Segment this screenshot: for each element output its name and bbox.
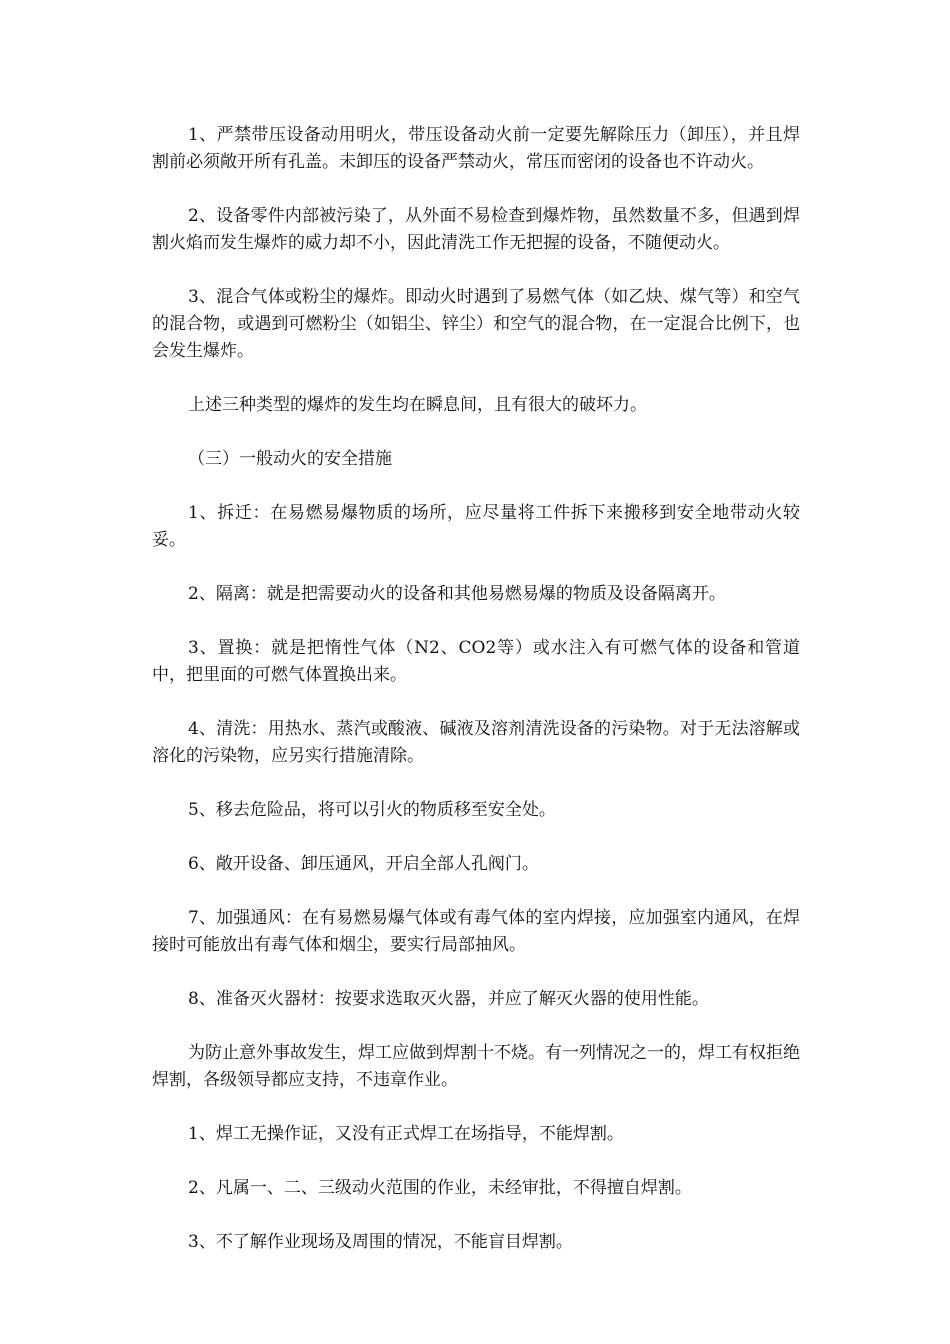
- paragraph-measure-fire-equipment: 8、准备灭火器材：按要求选取灭火器，并应了解灭火器的使用性能。: [188, 989, 709, 1009]
- paragraph-measure-isolation: 2、隔离：就是把需要动火的设备和其他易燃易爆的物质及设备隔离开。: [188, 584, 726, 604]
- paragraph-contaminated-parts-rule: 2、设备零件内部被污染了，从外面不易检查到爆炸物，虽然数量不多，但遇到焊割火焰而发生爆炸的威力却不小，因此清洗工作无把握的设备，不随便动火。: [152, 206, 800, 253]
- paragraph-rule-site-knowledge: 3、不了解作业现场及周围的情况，不能盲目焊割。: [188, 1232, 573, 1252]
- section-heading-general-safety-measures: （三）一般动火的安全措施: [188, 449, 392, 469]
- paragraph-measure-ventilation: 7、加强通风：在有易燃易爆气体或有毒气体的室内焊接，应加强室内通风，在焊接时可能放出有毒气体和烟尘，要实行局部抽风。: [152, 908, 800, 955]
- paragraph-measure-replacement: 3、置换：就是把惰性气体（N2、CO2等）或水注入有可燃气体的设备和管道中，把里面的可燃气体置换出来。: [152, 638, 800, 685]
- paragraph-ten-no-cutting-intro: 为防止意外事故发生，焊工应做到焊割十不烧。有一列情况之一的，焊工有权拒绝焊割，各级领导都应支持，不违章作业。: [152, 1043, 800, 1090]
- paragraph-measure-relocation: 1、拆迁：在易燃易爆物质的场所，应尽量将工件拆下来搬移到安全地带动火较妥。: [152, 503, 800, 550]
- paragraph-rule-certificate: 1、焊工无操作证，又没有正式焊工在场指导，不能焊割。: [188, 1124, 624, 1144]
- paragraph-mixed-gas-dust-rule: 3、混合气体或粉尘的爆炸。即动火时遇到了易燃气体（如乙炔、煤气等）和空气的混合物，或遇到可燃粉尘（如铝尘、锌尘）和空气的混合物，在一定混合比例下，也会发生爆炸。: [152, 287, 800, 361]
- paragraph-rule-approval: 2、凡属一、二、三级动火范围的作业，未经审批，不得擅自焊割。: [188, 1178, 692, 1198]
- paragraph-depressurize-rule: 1、严禁带压设备动用明火，带压设备动火前一定要先解除压力（卸压），并且焊割前必须敞开所有孔盖。未卸压的设备严禁动火，常压而密闭的设备也不许动火。: [152, 125, 800, 172]
- paragraph-explosion-summary: 上述三种类型的爆炸的发生均在瞬息间，且有很大的破坏力。: [188, 395, 647, 415]
- paragraph-measure-cleaning: 4、清洗：用热水、蒸汽或酸液、碱液及溶剂清洗设备的污染物。对于无法溶解或溶化的污染物，应另实行措施清除。: [152, 719, 800, 766]
- paragraph-measure-open-equipment: 6、敞开设备、卸压通风，开启全部人孔阀门。: [188, 854, 539, 874]
- document-body: [152, 122, 800, 1283]
- paragraph-measure-remove-hazards: 5、移去危险品，将可以引火的物质移至安全处。: [188, 800, 556, 820]
